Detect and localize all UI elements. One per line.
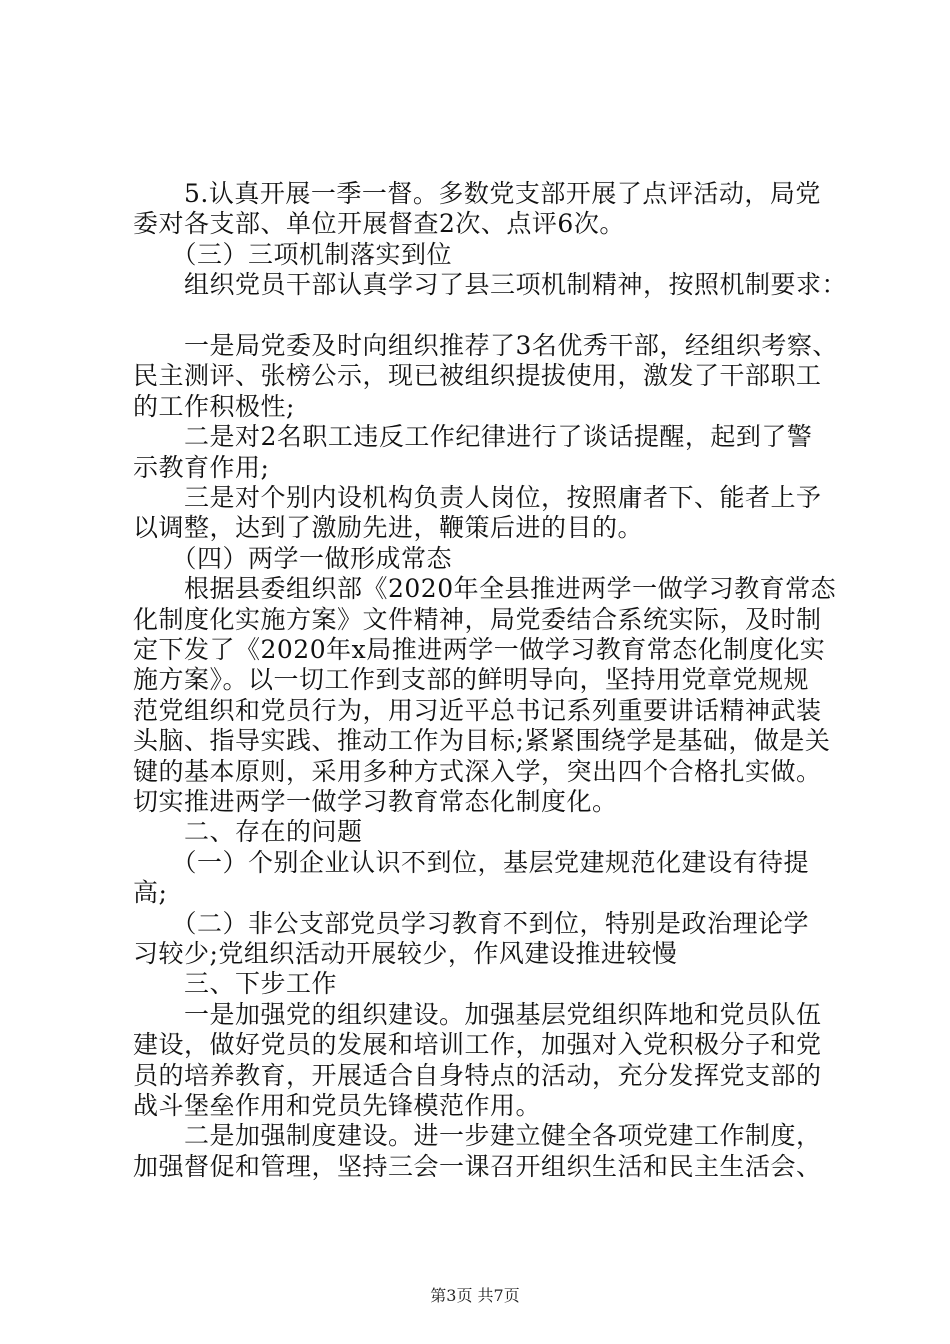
text-line: 组织党员干部认真学习了县三项机制精神，按照机制要求： (133, 270, 848, 299)
text-line: 根据县委组织部《2020年全县推进两学一做学习教育常态 (133, 574, 837, 603)
text-line: 委对各支部、单位开展督查2次、点评6次。 (133, 209, 625, 238)
text-line: （一）个别企业认识不到位，基层党建规范化建设有待提 (133, 848, 810, 877)
text-line: 的工作积极性; (133, 392, 295, 421)
text-line: 5.认真开展一季一督。多数党支部开展了点评活动，局党 (133, 179, 821, 208)
text-line: 加强督促和管理，坚持三会一课召开组织生活和民主生活会、 (133, 1152, 822, 1181)
text-line: 以调整，达到了激励先进，鞭策后进的目的。 (133, 513, 644, 542)
text-line: 键的基本原则，采用多种方式深入学，突出四个合格扎实做。 (133, 757, 822, 786)
section-heading: 三、下步工作 (133, 969, 338, 998)
page-footer: 第3页 共7页 (430, 1286, 520, 1305)
text-line: 高; (133, 878, 168, 907)
text-line: 二是对2名职工违反工作纪律进行了谈话提醒，起到了警 (133, 422, 813, 451)
text-line: 战斗堡垒作用和党员先锋模范作用。 (133, 1091, 542, 1120)
text-line: 建设，做好党员的发展和培训工作，加强对入党积极分子和党 (133, 1030, 822, 1059)
text-line: （二）非公支部党员学习教育不到位，特别是政治理论学 (133, 909, 810, 938)
text-line: 切实推进两学一做学习教育常态化制度化。 (133, 787, 618, 816)
section-heading: 二、存在的问题 (133, 817, 363, 846)
text-line: 员的培养教育，开展适合自身特点的活动，充分发挥党支部的 (133, 1061, 822, 1090)
text-line: 二是加强制度建设。进一步建立健全各项党建工作制度， (133, 1121, 822, 1150)
text-line: 示教育作用; (133, 453, 270, 482)
text-line: 民主测评、张榜公示，现已被组织提拔使用，激发了干部职工 (133, 361, 822, 390)
text-line: 头脑、指导实践、推动工作为目标;紧紧围绕学是基础，做是关 (133, 726, 831, 755)
text-line: 习较少;党组织活动开展较少，作风建设推进较慢 (133, 939, 678, 968)
text-line: 一是加强党的组织建设。加强基层党组织阵地和党员队伍 (133, 1000, 822, 1029)
text-line: 化制度化实施方案》文件精神，局党委结合系统实际，及时制 (133, 605, 822, 634)
section-heading: （四）两学一做形成常态 (133, 544, 453, 573)
section-heading: （三）三项机制落实到位 (133, 240, 453, 269)
text-line: 定下发了《2020年x局推进两学一做学习教育常态化制度化实 (133, 635, 826, 664)
text-line: 范党组织和党员行为，用习近平总书记系列重要讲话精神武装 (133, 696, 822, 725)
text-line: 施方案》。以一切工作到支部的鲜明导向，坚持用党章党规规 (133, 665, 810, 694)
text-line: 三是对个别内设机构负责人岗位，按照庸者下、能者上予 (133, 483, 822, 512)
text-line: 一是局党委及时向组织推荐了3名优秀干部，经组织考察、 (133, 331, 838, 360)
